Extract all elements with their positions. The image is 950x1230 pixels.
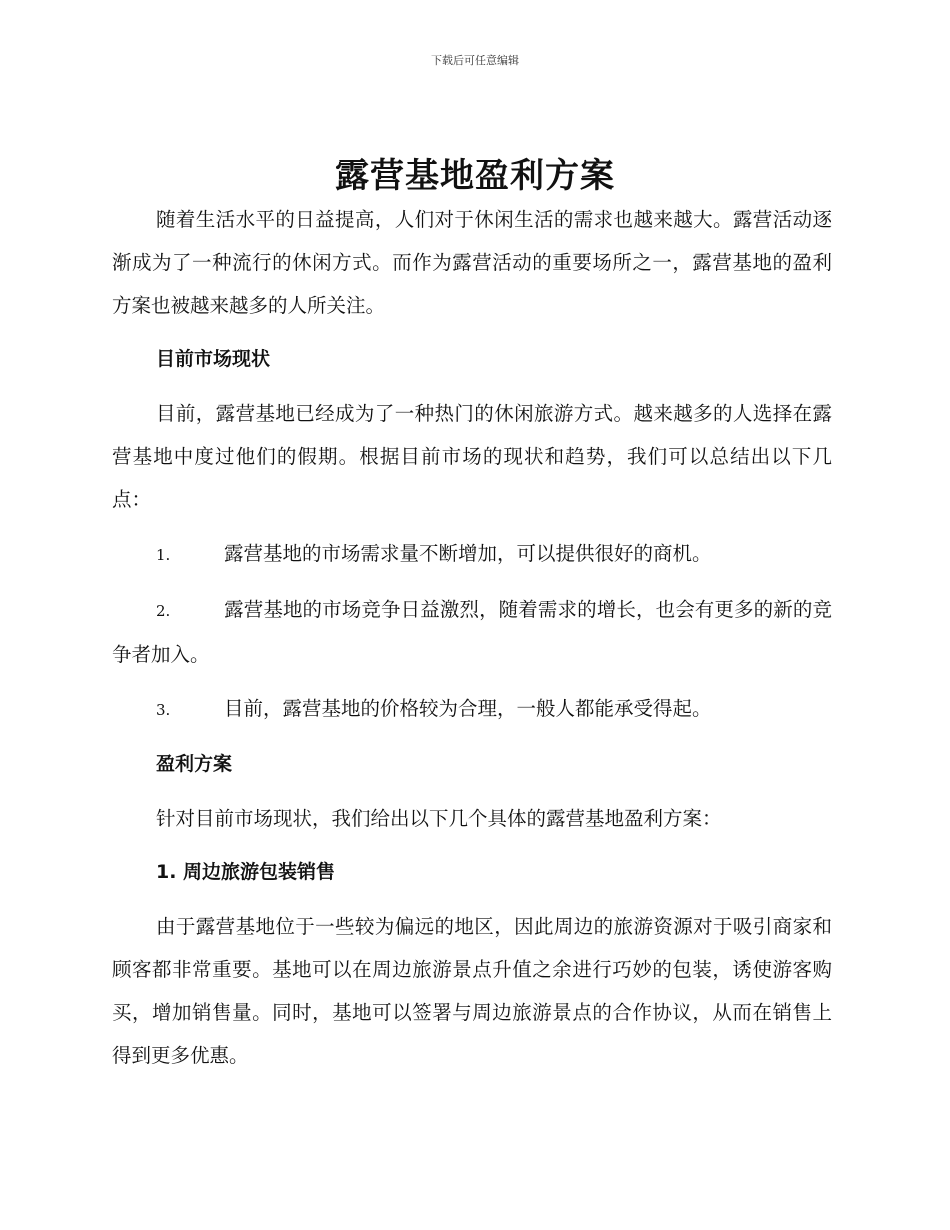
list-item [112,687,832,732]
section-heading-profit: 盈利方案 [156,753,233,775]
intro-paragraph: 随着生活水平的日益提高，人们对于休闲生活的需求也越来越大。露营活动逐渐成为了一种流行的休闲方式。而作为露营活动的重要场所之一，露营基地的盈利方案也被越来越多的人所关注。 [112,208,832,317]
document-body [112,198,832,1088]
list-item-text: 目前，露营基地的价格较为合理，一般人都能承受得起。 [224,697,712,720]
section-heading-market: 目前市场现状 [156,348,271,370]
list-item-number: 3. [156,701,171,719]
list-item-number: 1. [156,546,171,564]
page-header: 下载后可任意编辑 [431,54,519,67]
profit-paragraph: 针对目前市场现状，我们给出以下几个具体的露营基地盈利方案： [156,807,722,830]
list-item-number: 2. [156,602,171,620]
list-item-text: 露营基地的市场需求量不断增加，可以提供很好的商机。 [224,542,712,565]
list-item-text: 露营基地的市场竞争日益激烈，随着需求的增长，也会有更多的新的竞争者加入。 [112,598,832,666]
list-item [112,588,832,676]
document-title: 露营基地盈利方案 [335,156,615,196]
market-paragraph: 目前，露营基地已经成为了一种热门的休闲旅游方式。越来越多的人选择在露营基地中度过他们的假期。根据目前市场的现状和趋势，我们可以总结出以下几点： [112,402,832,511]
list-item [112,532,832,577]
tourism-paragraph: 由于露营基地位于一些较为偏远的地区，因此周边的旅游资源对于吸引商家和顾客都非常重要。基地可以在周边旅游景点升值之余进行巧妙的包装，诱使游客购买，增加销售量。同时，基地可以签署与周边旅游景点的合作协议，从而在销售上得到更多优惠。 [112,915,832,1067]
subsection-heading-tourism: 1. 周边旅游包装销售 [156,861,336,883]
